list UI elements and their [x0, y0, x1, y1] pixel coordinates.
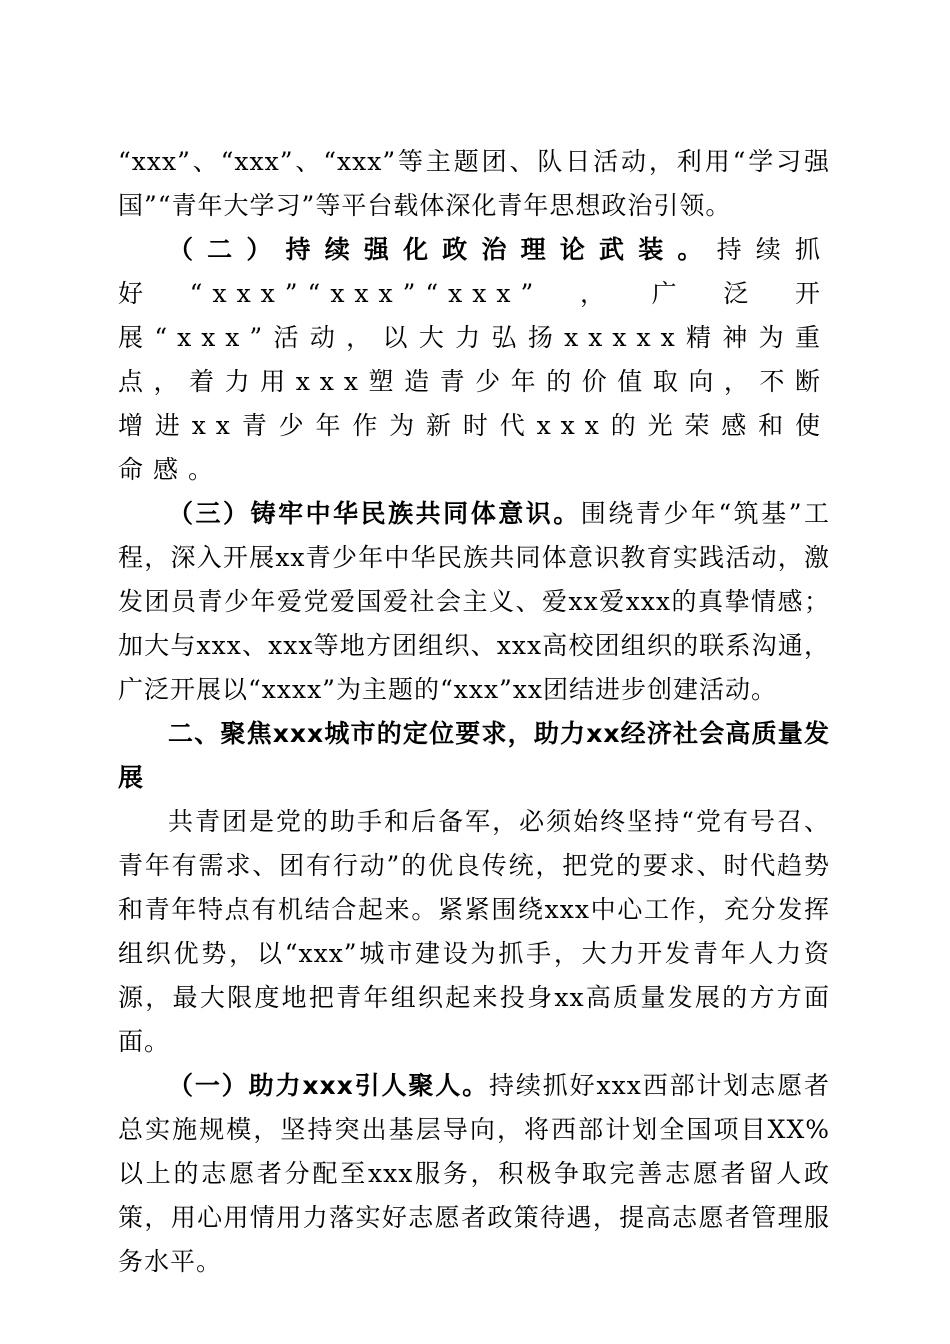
paragraph-text: 持续抓好“xxx”“xxx”“xxx”，广泛开展“xxx”活动，以大力弘扬xxxxx精神为重点，着力用xxx塑造青少年的价值取向，不断增进xx青少年作为新时代xxx的光荣感和使命感。: [118, 235, 830, 484]
paragraph-text: 持续抓好xxx西部计划志愿者总实施规模，坚持突出基层导向，将西部计划全国项目XX%以上的志愿者分配至xxx服务，积极争取完善志愿者留人政策，用心用情用力落实好志愿者政策待遇，提高志愿者管理服务水平。: [118, 1071, 830, 1276]
section-lead-title: （二）持续强化政治理论武装。: [168, 235, 717, 264]
section-heading: 二、聚焦xxx城市的定位要求，助力xx经济社会高质量发展: [118, 719, 830, 792]
paragraph-text: “xxx”、“xxx”、“xxx”等主题团、队日活动，利用“学习强国”“青年大学习”等平台载体深化青年思想政治引领。: [118, 147, 830, 220]
paragraph-youth-league-role: [118, 800, 830, 1064]
paragraph-political-theory: [118, 228, 830, 492]
paragraph-text: 共青团是党的助手和后备军，必须始终坚持“党有号召、青年有需求、团有行动”的优良传统，把党的要求、时代趋势和青年特点有机结合起来。紧紧围绕xxx中心工作，充分发挥组织优势，以“xxx”城市建设为抓手，大力开发青年人力资源，最大限度地把青年组织起来投身xx高质量发展的方方面面。: [118, 807, 830, 1056]
paragraph-national-community: [118, 492, 830, 712]
paragraph-theme-activities: [118, 140, 830, 228]
paragraph-text: 围绕青少年“筑基”工程，深入开展xx青少年中华民族共同体意识教育实践活动，激发团员青少年爱党爱国爱社会主义、爱xx爱xxx的真挚情感；加大与xxx、xxx等地方团组织、xxx高校团组织的联系沟通，广泛开展以“xxxx”为主题的“xxx”xx团结进步创建活动。: [118, 499, 830, 704]
section-lead-title: （一）助力xxx引人聚人。: [168, 1071, 490, 1100]
document-body: [118, 140, 830, 1284]
section-lead-title: （三）铸牢中华民族共同体意识。: [168, 499, 581, 528]
paragraph-attract-talent: [118, 1064, 830, 1284]
